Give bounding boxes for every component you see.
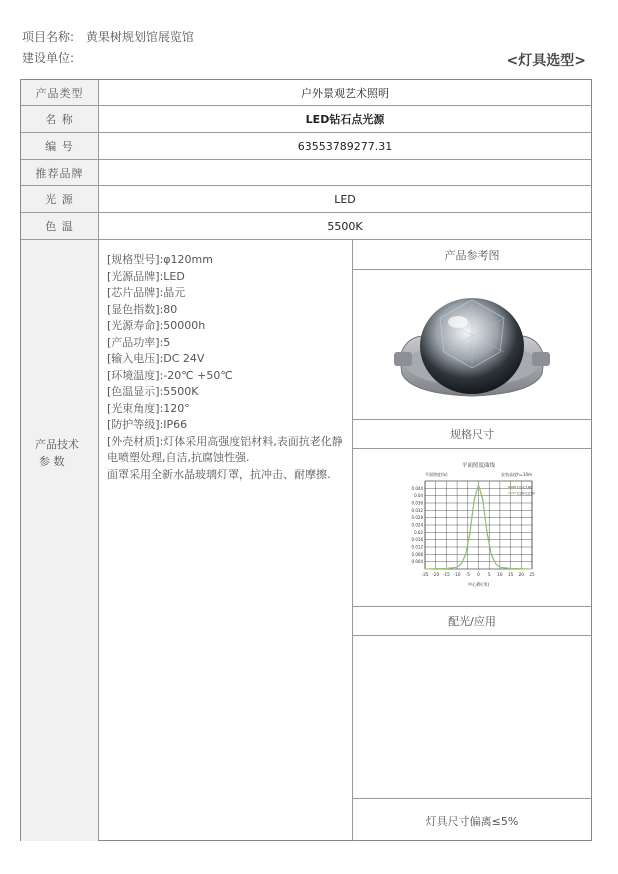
y-tick-label: 0.028 — [411, 515, 423, 521]
spec-line: [光源寿命]:50000h — [107, 319, 206, 332]
y-tick-label: 0.02 — [414, 529, 423, 535]
spec-line: [防护等级]:IP66 — [107, 418, 188, 431]
row-code — [21, 133, 591, 160]
color-temp-value: 5500K — [327, 219, 363, 233]
spec-line: [光源品牌]:LED — [107, 269, 185, 283]
y-tick-label: 0.024 — [411, 522, 423, 528]
y-tick-label: 0.032 — [411, 507, 423, 513]
legend-entry: C90-C270 — [517, 491, 535, 496]
row-light-source — [21, 186, 591, 213]
chart-legend-note: 安装高度h=10m — [501, 472, 532, 477]
chart-title: 平面照度曲线 — [461, 463, 496, 469]
legend-entry: C0-C180 — [517, 485, 533, 490]
x-tick-label: -5 — [465, 572, 470, 577]
brand-label: 推荐品牌 — [21, 160, 99, 185]
light-source-value: LED — [334, 192, 356, 206]
column-divider — [352, 240, 353, 841]
name-value: LED钻石点光源 — [305, 113, 385, 126]
spec-sheet-table — [20, 79, 592, 841]
brand-value — [99, 160, 591, 185]
tech-params-list — [107, 252, 347, 483]
row-brand — [21, 160, 591, 186]
spec-line: [芯片品牌]:晶元 — [107, 286, 186, 299]
row-name — [21, 106, 591, 133]
product-type-value: 户外景观艺术照明 — [301, 86, 389, 100]
y-tick-label: 0.008 — [411, 551, 423, 557]
project-name: 黄果树规划馆展览馆 — [85, 30, 194, 44]
x-tick-label: 10 — [497, 572, 503, 577]
y-tick-label: 0.036 — [411, 500, 423, 506]
code-value: 63553789277.31 — [297, 139, 393, 153]
color-temp-label: 色 温 — [21, 213, 99, 239]
spec-line: [显色指数]:80 — [107, 302, 178, 316]
code-label: 编 号 — [21, 133, 99, 159]
x-tick-label: 20 — [518, 572, 524, 577]
chart-x-label: 中心距(米) — [467, 583, 490, 588]
light-source-label: 光 源 — [21, 186, 99, 212]
x-tick-label: 15 — [507, 572, 514, 577]
spec-line: [环境温度]:-20℃ +50℃ — [107, 368, 233, 382]
x-tick-label: -15 — [442, 572, 450, 577]
tech-params-label-line1: 产品技术 — [35, 438, 79, 451]
y-tick-label: 0.04 — [414, 493, 423, 499]
spec-cover: 面罩采用全新水晶玻璃灯罩，抗冲击、耐摩擦. — [107, 467, 331, 481]
project-name-line — [22, 28, 194, 45]
chart-background — [401, 457, 544, 600]
spec-shell-material: [外壳材质]:灯体采用高强度铝材料,表面抗老化静电喷塑处理,自洁,抗腐蚀性强. — [107, 434, 343, 464]
y-tick-label: 0.016 — [411, 537, 423, 543]
y-tick-label: 0.012 — [411, 544, 423, 550]
chart-y-label: 平面照度(lx) — [425, 472, 448, 477]
x-tick-label: -10 — [453, 572, 461, 577]
product-type-label: 产品类型 — [21, 80, 99, 105]
row-color-temp — [21, 213, 591, 240]
y-tick-label: 0.044 — [411, 485, 423, 491]
tech-params-label-line2: 参 数 — [39, 455, 65, 468]
photo-header: 产品参考图 — [353, 240, 591, 270]
row-product-type — [21, 80, 591, 106]
tolerance-note: 灯具尺寸偏离≤5% — [353, 798, 591, 842]
x-tick-label: 0 — [477, 572, 480, 577]
optics-header: 配光/应用 — [353, 606, 591, 636]
spec-line: [产品功率]:5 — [107, 335, 171, 349]
spec-line: [规格型号]:φ120mm — [107, 253, 213, 266]
spec-line: [光束角度]:120° — [107, 401, 190, 415]
x-tick-label: -20 — [432, 572, 440, 577]
spec-line: [色温显示]:5500K — [107, 385, 199, 398]
spec-line: [输入电压]:DC 24V — [107, 352, 205, 365]
x-tick-label: -25 — [421, 572, 429, 577]
y-tick-label: 0.004 — [411, 559, 423, 565]
x-tick-label: 5 — [487, 572, 491, 577]
sheet-title: <灯具选型> — [506, 53, 586, 69]
project-label: 项目名称: — [22, 30, 75, 44]
tech-params-label — [21, 240, 99, 841]
size-header: 规格尺寸 — [353, 419, 591, 449]
construction-unit-label: 建设单位: — [22, 51, 75, 65]
illuminance-chart — [401, 457, 544, 600]
x-tick-label: 25 — [529, 572, 535, 577]
product-photo — [382, 278, 561, 413]
name-label: 名 称 — [21, 106, 99, 132]
